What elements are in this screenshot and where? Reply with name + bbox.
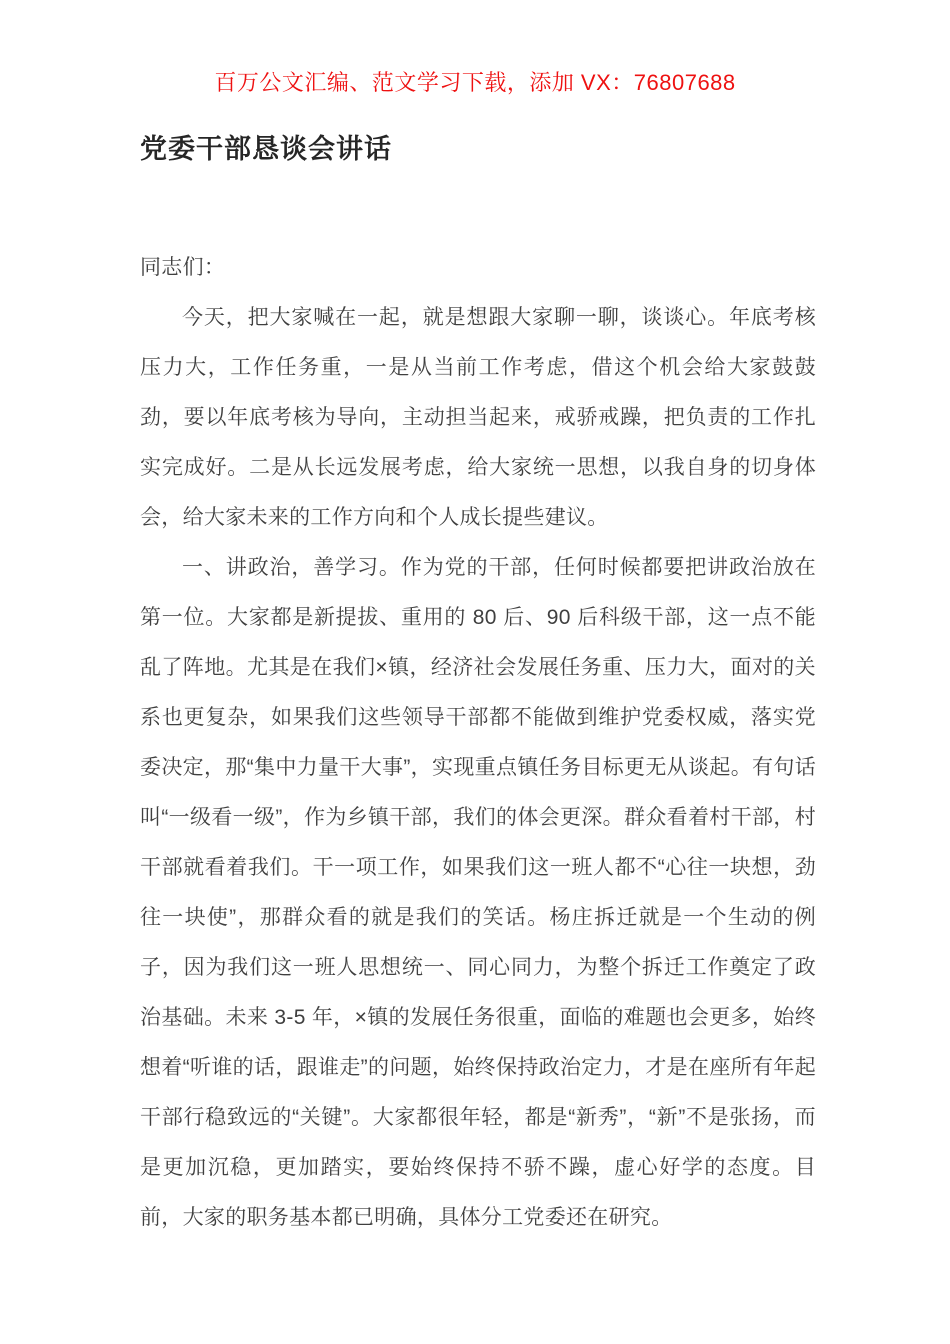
document-title: 党委干部恳谈会讲话: [140, 134, 392, 164]
document-body: [0, 243, 950, 1243]
salutation-line: 同志们：: [140, 256, 226, 279]
watermark-promo-note: 百万公文汇编、范文学习下载，添加 VX：76807688: [214, 70, 736, 95]
paragraph-section-one: 一、讲政治，善学习。作为党的干部，任何时候都要把讲政治放在第一位。大家都是新提拔、重用的 80 后、90 后科级干部，这一点不能乱了阵地。尤其是在我们×镇，经济社会发展任务重、压力大，面对的关系也更复杂，如果我们这些领导干部都不能做到维护党委权威，落实党委决定，那“集中力量干大事”，实现重点镇任务目标更无从谈起。有句话叫“一级看一级”，作为乡镇干部，我们的体会更深。群众看着村干部，村干部就看着我们。干一项工作，如果我们这一班人都不“心往一块想，劲往一块使”，那群众看的就是我们的笑话。杨庄拆迁就是一个生动的例子，因为我们这一班人思想统一、同心同力，为整个拆迁工作奠定了政治基础。未来 3-5 年，×镇的发展任务很重，面临的难题也会更多，始终想着“听谁的话，跟谁走”的问题，始终保持政治定力，才是在座所有年起干部行稳致远的“关键”。大家都很年轻，都是“新秀”，“新”不是张扬，而是更加沉稳，更加踏实，要始终保持不骄不躁，虚心好学的态度。目前，大家的职务基本都已明确，具体分工党委还在研究。: [140, 556, 816, 1229]
paragraph-opening: 今天，把大家喊在一起，就是想跟大家聊一聊，谈谈心。年底考核压力大，工作任务重，一是从当前工作考虑，借这个机会给大家鼓鼓劲，要以年底考核为导向，主动担当起来，戒骄戒躁，把负责的工作扎实完成好。二是从长远发展考虑，给大家统一思想，以我自身的切身体会，给大家未来的工作方向和个人成长提些建议。: [140, 306, 816, 529]
